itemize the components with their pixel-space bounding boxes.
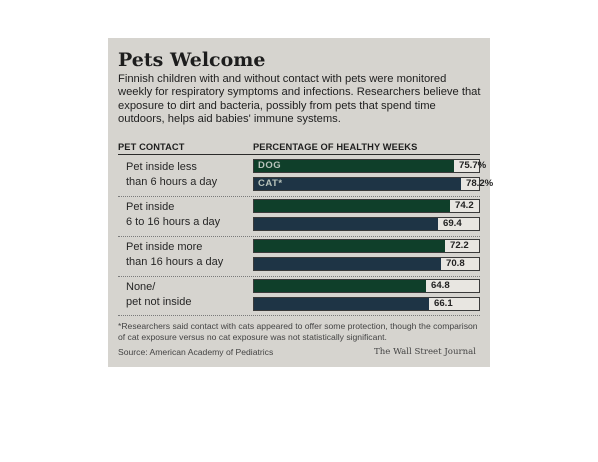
category-label-line: Pet inside more [126, 241, 203, 253]
footer-divider [118, 315, 480, 316]
category-label-line: None/ [126, 281, 156, 293]
data-label: 66.1 [434, 298, 453, 309]
publisher-credit: The Wall Street Journal [374, 347, 476, 357]
bar-dog [254, 280, 426, 292]
bar-cat [254, 218, 438, 230]
bar-dog [254, 200, 450, 212]
column-header-percentage: PERCENTAGE OF HEALTHY WEEKS [253, 142, 418, 152]
header-rule [118, 154, 480, 155]
bar-dog [254, 160, 454, 172]
category-label [126, 160, 217, 190]
data-label: 75.7% [459, 160, 487, 171]
group-divider [118, 236, 480, 237]
category-label [126, 200, 220, 230]
data-label: 74.2 [455, 200, 474, 211]
category-label-line: pet not inside [126, 296, 192, 308]
data-label: 72.2 [450, 240, 469, 251]
group-divider [118, 276, 480, 277]
bar-cat [254, 298, 429, 310]
category-label-line: 6 to 16 hours a day [126, 216, 221, 228]
bar-frame [253, 217, 480, 231]
bar-frame [253, 239, 480, 253]
data-label: 64.8 [431, 280, 450, 291]
footnote: *Researchers said contact with cats appeared to offer some protection, though the comparison of cat exposure versus no cat exposure was not statistically significant. [118, 321, 478, 342]
chart-title: Pets Welcome [118, 49, 266, 71]
bar-frame [253, 297, 480, 311]
group-divider [118, 196, 480, 197]
bar-frame [253, 279, 480, 293]
chart-card [108, 38, 494, 367]
bar-frame [253, 159, 487, 173]
category-label [126, 280, 191, 310]
column-header-pet-contact: PET CONTACT [118, 142, 185, 152]
chart-description: Finnish children with and without contact with pets were monitored weekly for respiratory symptoms and infections. Researchers believe that exposure to dirt and bacteria, possibly from pets that spend time outdoors, helps aid babies' immune systems. [118, 73, 481, 126]
series-label: CAT* [258, 178, 283, 189]
bar-cat [254, 258, 441, 270]
category-label-line: than 16 hours a day [126, 256, 224, 268]
data-label: 69.4 [443, 218, 462, 229]
series-label: DOG [258, 160, 282, 171]
category-label-line: Pet inside less [126, 161, 197, 173]
bar-dog [254, 240, 445, 252]
category-label [126, 240, 223, 270]
bar-frame [253, 257, 480, 271]
bar-frame [253, 199, 480, 213]
data-label: 78.2% [466, 178, 494, 189]
bar-frame [253, 177, 494, 191]
data-label: 70.8 [446, 258, 465, 269]
category-label-line: than 6 hours a day [126, 176, 218, 188]
bar-cat [254, 178, 461, 190]
category-label-line: Pet inside [126, 201, 175, 213]
source-line: Source: American Academy of Pediatrics [118, 347, 274, 357]
